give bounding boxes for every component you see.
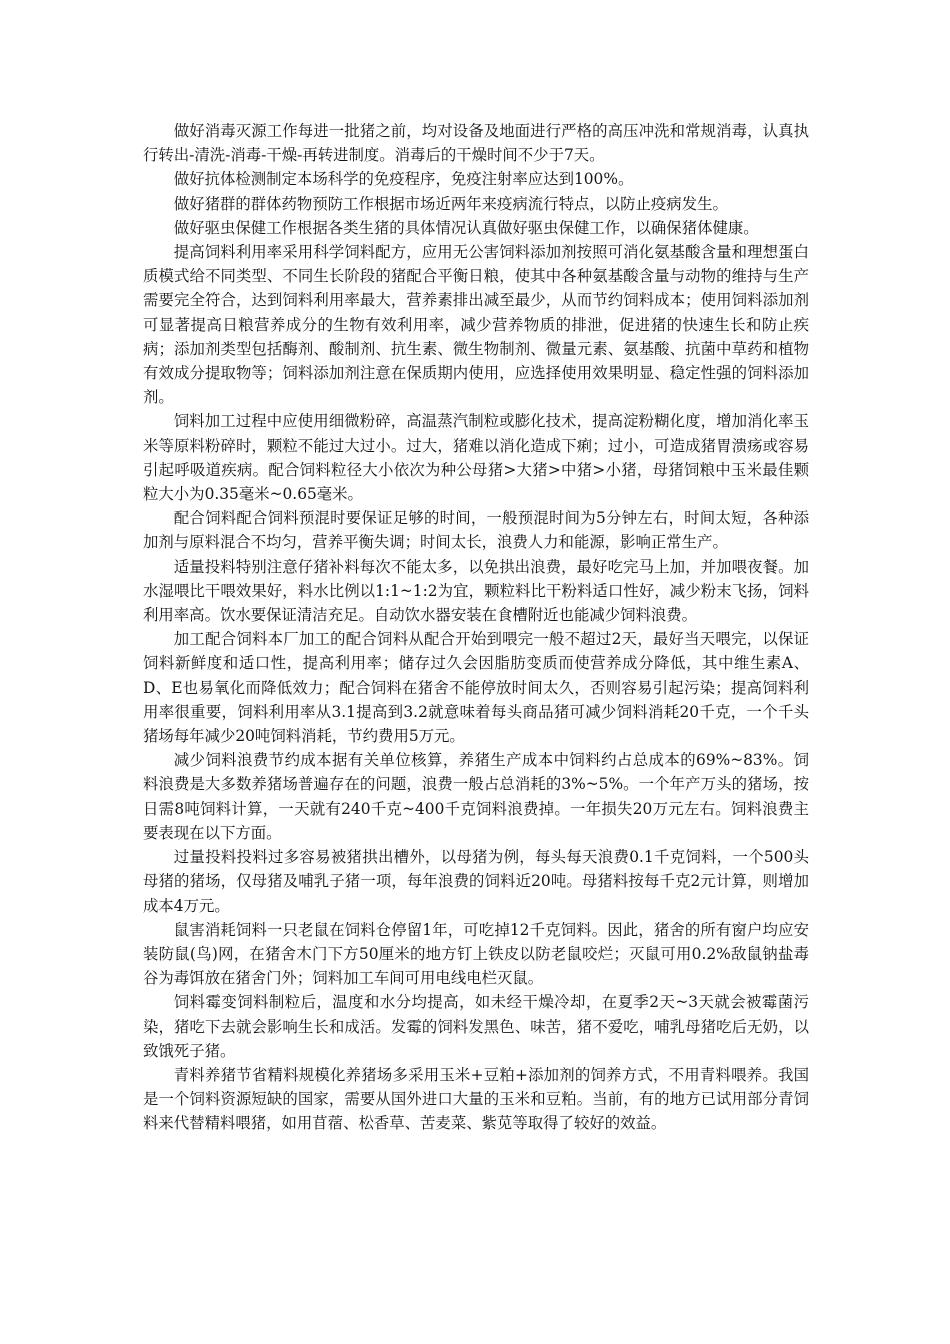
paragraph-drug-prevention: 做好猪群的群体药物预防工作根据市场近两年来疫病流行特点，以防止疫病发生。 bbox=[173, 194, 728, 213]
paragraph-compound-feed: 加工配合饲料本厂加工的配合饲料从配合开始到喂完一般不超过2天，最好当天喂完，以保证饲料新鲜度和适口性，提高利用率；储存过久会因脂肪变质而使营养成分降低，其中维生素A、D、E也易氧化而降低效力；配合饲料在猪舍不能停放时间太久，否则容易引起污染；提高饲料利用率很重要，饲料利用率从3.1提高到3.2就意味着每头商品猪可减少饲料消耗20千克，一个千头猪场每年减少20吨饲料消耗，节约费用5万元。 bbox=[143, 630, 809, 746]
paragraph-feed-mold: 饲料霉变饲料制粒后，温度和水分均提高，如未经干燥冷却，在夏季2天~3天就会被霉菌污染，猪吃下去就会影响生长和成活。发霉的饲料发黑色、味苦，猪不爱吃，哺乳母猪吃后无奶，以致饿死子猪。 bbox=[143, 993, 809, 1060]
paragraph-disinfection: 做好消毒灭源工作每进一批猪之前，均对设备及地面进行严格的高压冲洗和常规消毒，认真执行转出-清洗-消毒-干燥-再转进制度。消毒后的干燥时间不少于7天。 bbox=[143, 122, 809, 165]
document-body bbox=[143, 119, 809, 1136]
paragraph-deworming: 做好驱虫保健工作根据各类生猪的具体情况认真做好驱虫保健工作，以确保猪体健康。 bbox=[173, 218, 759, 237]
paragraph-antibody-testing: 做好抗体检测制定本场科学的免疫程序，免疫注射率应达到100%。 bbox=[173, 170, 634, 189]
paragraph-reduce-waste: 减少饲料浪费节约成本据有关单位核算，养猪生产成本中饲料约占总成本的69%~83%。饲料浪费是大多数养猪场普遍存在的问题，浪费一般占总消耗的3%~5%。一个年产万头的猪场，按日需8吨饲料计算，一天就有240千克~400千克饲料浪费掉。一年损失20万元左右。饲料浪费主要表现在以下方面。 bbox=[143, 751, 809, 842]
paragraph-overfeeding: 过量投料投料过多容易被猪拱出槽外，以母猪为例，每头每天浪费0.1千克饲料，一个500头母猪的猪场，仅母猪及哺乳子猪一项，每年浪费的饲料近20吨。母猪料按每千克2元计算，则增加成本4万元。 bbox=[143, 848, 809, 915]
paragraph-rodent-damage: 鼠害消耗饲料一只老鼠在饲料仓停留1年，可吃掉12千克饲料。因此，猪舍的所有窗户均应安装防鼠(鸟)网，在猪舍木门下方50厘米的地方钉上铁皮以防老鼠咬烂；灭鼠可用0.2%敌鼠钠盐毒谷为毒饵放在猪舍门外；饲料加工车间可用电线电栏灭鼠。 bbox=[143, 920, 809, 988]
paragraph-premix: 配合饲料配合饲料预混时要保证足够的时间，一般预混时间为5分钟左右，时间太短，各种添加剂与原料混合不均匀，营养平衡失调；时间太长，浪费人力和能源，影响正常生产。 bbox=[143, 509, 809, 552]
paragraph-green-feed: 青料养猪节省精料规模化养猪场多采用玉米+豆粕+添加剂的饲养方式，不用青料喂养。我国是一个饲料资源短缺的国家，需要从国外进口大量的玉米和豆粕。当前，有的地方已试用部分青饲料来代替精料喂猪，如用苜蓿、松香草、苦麦菜、紫苋等取得了较好的效益。 bbox=[143, 1065, 809, 1133]
paragraph-feed-utilization: 提高饲料利用率采用科学饲料配方，应用无公害饲料添加剂按照可消化氨基酸含量和理想蛋白质模式给不同类型、不同生长阶段的猪配合平衡日粮，使其中各种氨基酸含量与动物的维持与生产需要完全符合，达到饲料利用率最大，营养素排出减至最少，从而节约饲料成本；使用饲料添加剂可显著提高日粮营养成分的生物有效利用率，减少营养物质的排泄，促进猪的快速生长和防止疾病；添加剂类型包括酶剂、酸制剂、抗生素、微生物制剂、微量元素、氨基酸、抗菌中草药和植物有效成分提取物等；饲料添加剂注意在保质期内使用，应选择使用效果明显、稳定性强的饲料添加剂。 bbox=[143, 243, 809, 407]
paragraph-feed-processing: 饲料加工过程中应使用细微粉碎，高温蒸汽制粒或膨化技术，提高淀粉糊化度，增加消化率玉米等原料粉碎时，颗粒不能过大过小。过大，猪难以消化造成下痢；过小，可造成猪胃溃疡或容易引起呼吸道疾病。配合饲料粒径大小依次为种公母猪>大猪>中猪>小猪，母猪饲粮中玉米最佳颗粒大小为0.35毫米~0.65毫米。 bbox=[143, 412, 809, 504]
paragraph-moderate-feeding: 适量投料特别注意仔猪补料每次不能太多，以免拱出浪费，最好吃完马上加，并加喂夜餐。加水湿喂比干喂效果好，料水比例以1:1~1:2为宜，颗粒料比干粉料适口性好，减少粉末飞扬，饲料利用率高。饮水要保证清洁充足。自动饮水器安装在食槽附近也能减少饲料浪费。 bbox=[143, 557, 809, 625]
